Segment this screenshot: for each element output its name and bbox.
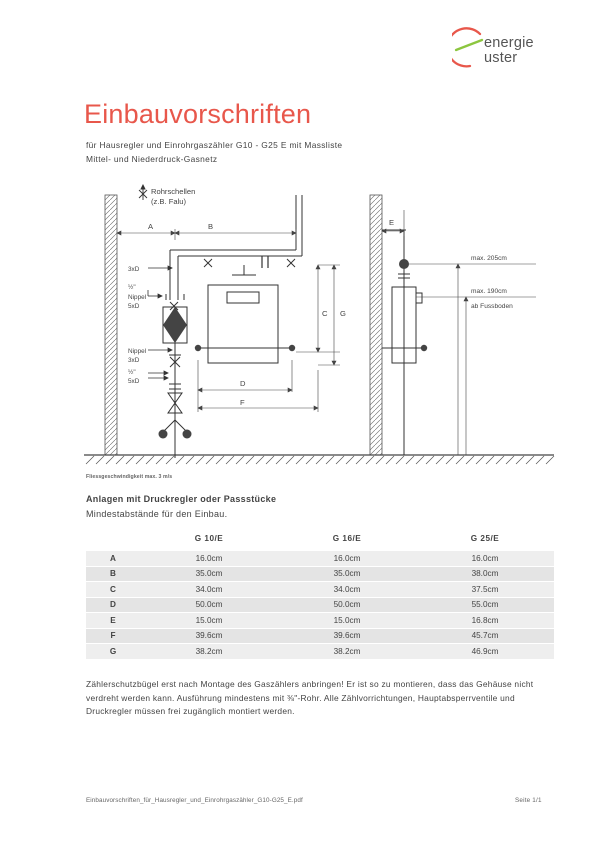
table-cell: 37.5cm <box>416 582 554 598</box>
wall-right <box>370 195 382 455</box>
height-markers <box>404 264 536 455</box>
logo-text-uster: uster <box>484 50 518 66</box>
dim-label-c: C <box>322 309 328 318</box>
logo-text-energie: energie <box>484 35 534 51</box>
installation-footnote: Zählerschutzbügel erst nach Montage des Gaszählers anbringen! Er ist so zu montieren, dass das Gehäuse nicht verdreht werden kann. Ausführung mindestens mit ⅜"-Rohr. Alle Zählvorrichtungen, Hauptabsperrventile und Druckregler müssen frei zugänglich montiert werden. <box>86 679 534 717</box>
table-cell: 50.0cm <box>140 597 278 613</box>
dimension-c-g <box>296 265 340 365</box>
table-row <box>86 566 554 582</box>
table-cell: 45.7cm <box>416 628 554 644</box>
gas-meter-front <box>198 265 292 363</box>
dim-label-b: B <box>208 222 214 231</box>
table-cell: 15.0cm <box>140 613 278 629</box>
table-cell: D <box>86 597 140 613</box>
table-cell: 38.2cm <box>140 644 278 660</box>
floor-hatch <box>86 456 554 464</box>
table-cell: 15.0cm <box>278 613 416 629</box>
table-cell: 16.0cm <box>416 549 554 567</box>
table-header-row <box>86 530 554 549</box>
table-row <box>86 628 554 644</box>
page-title: Einbauvorschriften <box>84 99 312 129</box>
table-cell: 16.8cm <box>416 613 554 629</box>
table-cell: F <box>86 628 140 644</box>
table-cell: E <box>86 613 140 629</box>
table-cell: G <box>86 644 140 660</box>
table-cell: 46.9cm <box>416 644 554 660</box>
dim-label-f: F <box>240 398 245 407</box>
clamp-label-2: (z.B. Falu) <box>151 197 187 206</box>
flow-speed-note: Fliessgeschwindigkeit max. 3 m/s <box>86 474 173 480</box>
table-header-cell <box>86 530 140 549</box>
table-row <box>86 644 554 660</box>
table-row <box>86 613 554 629</box>
dim-label-d: D <box>240 379 246 388</box>
label-ab-fussboden: ab Fussboden <box>471 303 513 310</box>
table-cell: 16.0cm <box>278 549 416 567</box>
clamp-label-1: Rohrschellen <box>151 187 196 196</box>
table-header-cell: G 16/E <box>278 530 416 549</box>
dim-label-g: G <box>340 309 346 318</box>
section-subtitle: Mindestabstände für den Einbau. <box>86 509 228 519</box>
dimension-a-b <box>117 229 296 240</box>
label-3xd-top: 3xD <box>128 266 140 273</box>
dimension-table <box>86 530 554 660</box>
label-5xd-top: 5xD <box>128 303 140 310</box>
table-cell: 16.0cm <box>140 549 278 567</box>
label-half-bottom: ½" <box>128 369 136 376</box>
footer-page-number: Seite 1/1 <box>515 797 542 804</box>
table-cell: 34.0cm <box>140 582 278 598</box>
label-nippel-top: Nippel <box>128 294 147 301</box>
table-cell: 35.0cm <box>140 566 278 582</box>
pipe-union <box>262 256 268 268</box>
label-half-top: ½" <box>128 284 136 291</box>
footer-filename: Einbauvorschriften_für_Hausregler_und_Einrohrgaszähler_G10-G25_E.pdf <box>86 797 303 804</box>
table-cell: 55.0cm <box>416 597 554 613</box>
table-cell: 39.6cm <box>278 628 416 644</box>
table-cell: 50.0cm <box>278 597 416 613</box>
table-cell: 38.0cm <box>416 566 554 582</box>
table-row <box>86 597 554 613</box>
table-cell: 38.2cm <box>278 644 416 660</box>
table-cell: 39.6cm <box>140 628 278 644</box>
label-nippel-bottom: Nippel <box>128 348 147 355</box>
section-title: Anlagen mit Druckregler oder Passstücke <box>86 494 277 504</box>
table-cell: A <box>86 549 140 567</box>
label-max-205: max. 205cm <box>471 255 507 262</box>
subtitle-line-1: für Hausregler und Einrohrgaszähler G10 - G25 E mit Massliste <box>86 140 343 150</box>
dim-label-e: E <box>389 218 395 227</box>
table-row <box>86 582 554 598</box>
table-cell: 35.0cm <box>278 566 416 582</box>
label-max-190: max. 190cm <box>471 288 507 295</box>
table-header-cell: G 10/E <box>140 530 278 549</box>
dimension-d-f <box>198 360 318 412</box>
dim-label-a: A <box>148 222 154 231</box>
wall-left <box>105 195 117 455</box>
subtitle-line-2: Mittel- und Niederdruck-Gasnetz <box>86 154 218 164</box>
table-cell: B <box>86 566 140 582</box>
label-5xd-bottom: 5xD <box>128 378 140 385</box>
label-3xd-bottom: 3xD <box>128 357 140 364</box>
table-row <box>86 549 554 567</box>
table-cell: 34.0cm <box>278 582 416 598</box>
supply-pipe <box>170 195 302 300</box>
regulator-triangle-icon <box>163 307 187 325</box>
table-header-cell: G 25/E <box>416 530 554 549</box>
table-cell: C <box>86 582 140 598</box>
